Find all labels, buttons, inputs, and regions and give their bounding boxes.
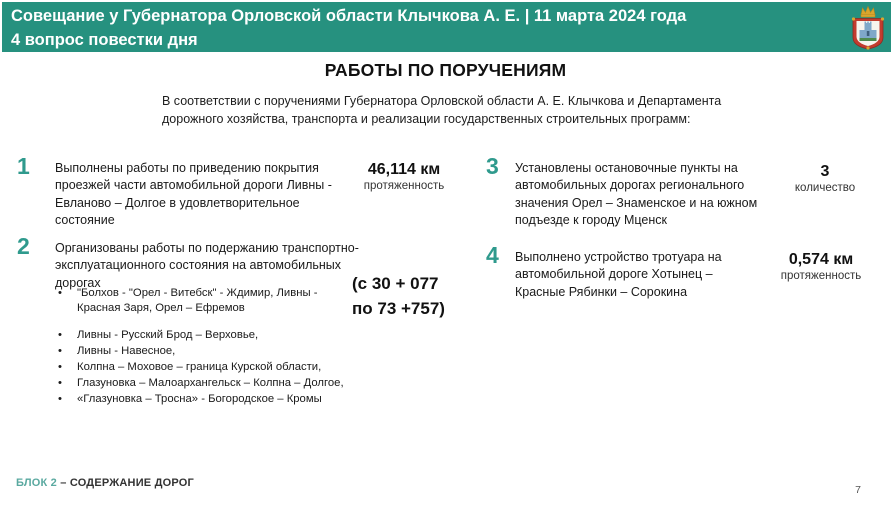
item-2-value	[352, 272, 472, 321]
item-3-value	[775, 163, 875, 196]
item-2-value-line2: по 73 +757)	[352, 298, 445, 318]
item-2-road-list	[55, 286, 347, 408]
page-number: 7	[855, 484, 861, 496]
header-bar	[2, 2, 891, 52]
footer-block-title: – СОДЕРЖАНИЕ ДОРОГ	[57, 477, 194, 489]
footer-block-caption	[16, 477, 194, 489]
page-title: РАБОТЫ ПО ПОРУЧЕНИЯМ	[324, 60, 567, 80]
item-3-value-number: 3	[820, 163, 830, 180]
header-title-line2: 4 вопрос повестки дня	[11, 31, 198, 49]
item-2-number: 2	[17, 233, 30, 259]
item-1-value-label: протяженность	[363, 180, 445, 193]
bullet-item: • Ливны - Навесное,	[55, 344, 347, 359]
item-3-value-label: количество	[794, 182, 856, 195]
item-1-text: Выполнены работы по приведению покрытия проезжей части автомобильной дороги Ливны - Евланово – Долгое в удовлетворительное состояние	[55, 161, 332, 227]
header-title-line1: Совещание у Губернатора Орловской области Клычкова А. Е. | 11 марта 2024 года	[11, 7, 687, 25]
item-4-value-number: 0,574 км	[788, 251, 854, 268]
bullet-item: • Глазуновка – Малоархангельск – Колпна – Долгое,	[55, 376, 347, 391]
bullet-item: • Ливны - Русский Брод – Верховье,	[55, 328, 347, 343]
item-1-value	[348, 161, 460, 194]
item-2-text: Организованы работы по подержанию транспортно-эксплуатационного состояния на автомобильных дорогах	[55, 241, 359, 290]
item-4-text: Выполнено устройство тротуара на автомобильной дороге Хотынец – Красные Рябинки – Сорокина	[515, 250, 722, 299]
item-3-text: Установлены остановочные пункты на автомобильных дорогах регионального значения Орел – Знаменское и на южном подъезде к городу Мценск	[515, 161, 758, 227]
item-4-value	[762, 251, 880, 284]
page-subtitle: В соответствии с поручениями Губернатора Орловской области А. Е. Клычкова и Департамента дорожного хозяйства, транспорта и реализации государственных строительных программ:	[162, 94, 722, 126]
item-4-number: 4	[486, 242, 499, 268]
item-1-number: 1	[17, 153, 30, 179]
item-1-value-number: 46,114 км	[367, 161, 441, 178]
item-3-number: 3	[486, 153, 499, 179]
item-2-value-line1: (с 30 + 077	[352, 274, 439, 293]
bullet-item: • Колпна – Моховое – граница Курской области,	[55, 360, 347, 375]
bullet-item: • "Болхов - "Орел - Витебск" - Ждимир, Ливны - Красная Заря, Орел – Ефремов	[55, 286, 347, 315]
item-4-value-label: протяженность	[780, 270, 862, 283]
oryol-region-coat-of-arms-icon	[850, 5, 886, 50]
bullet-item: • «Глазуновка – Тросна» - Богородское – Кромы	[55, 392, 347, 407]
footer-block-label: БЛОК 2	[16, 477, 57, 489]
